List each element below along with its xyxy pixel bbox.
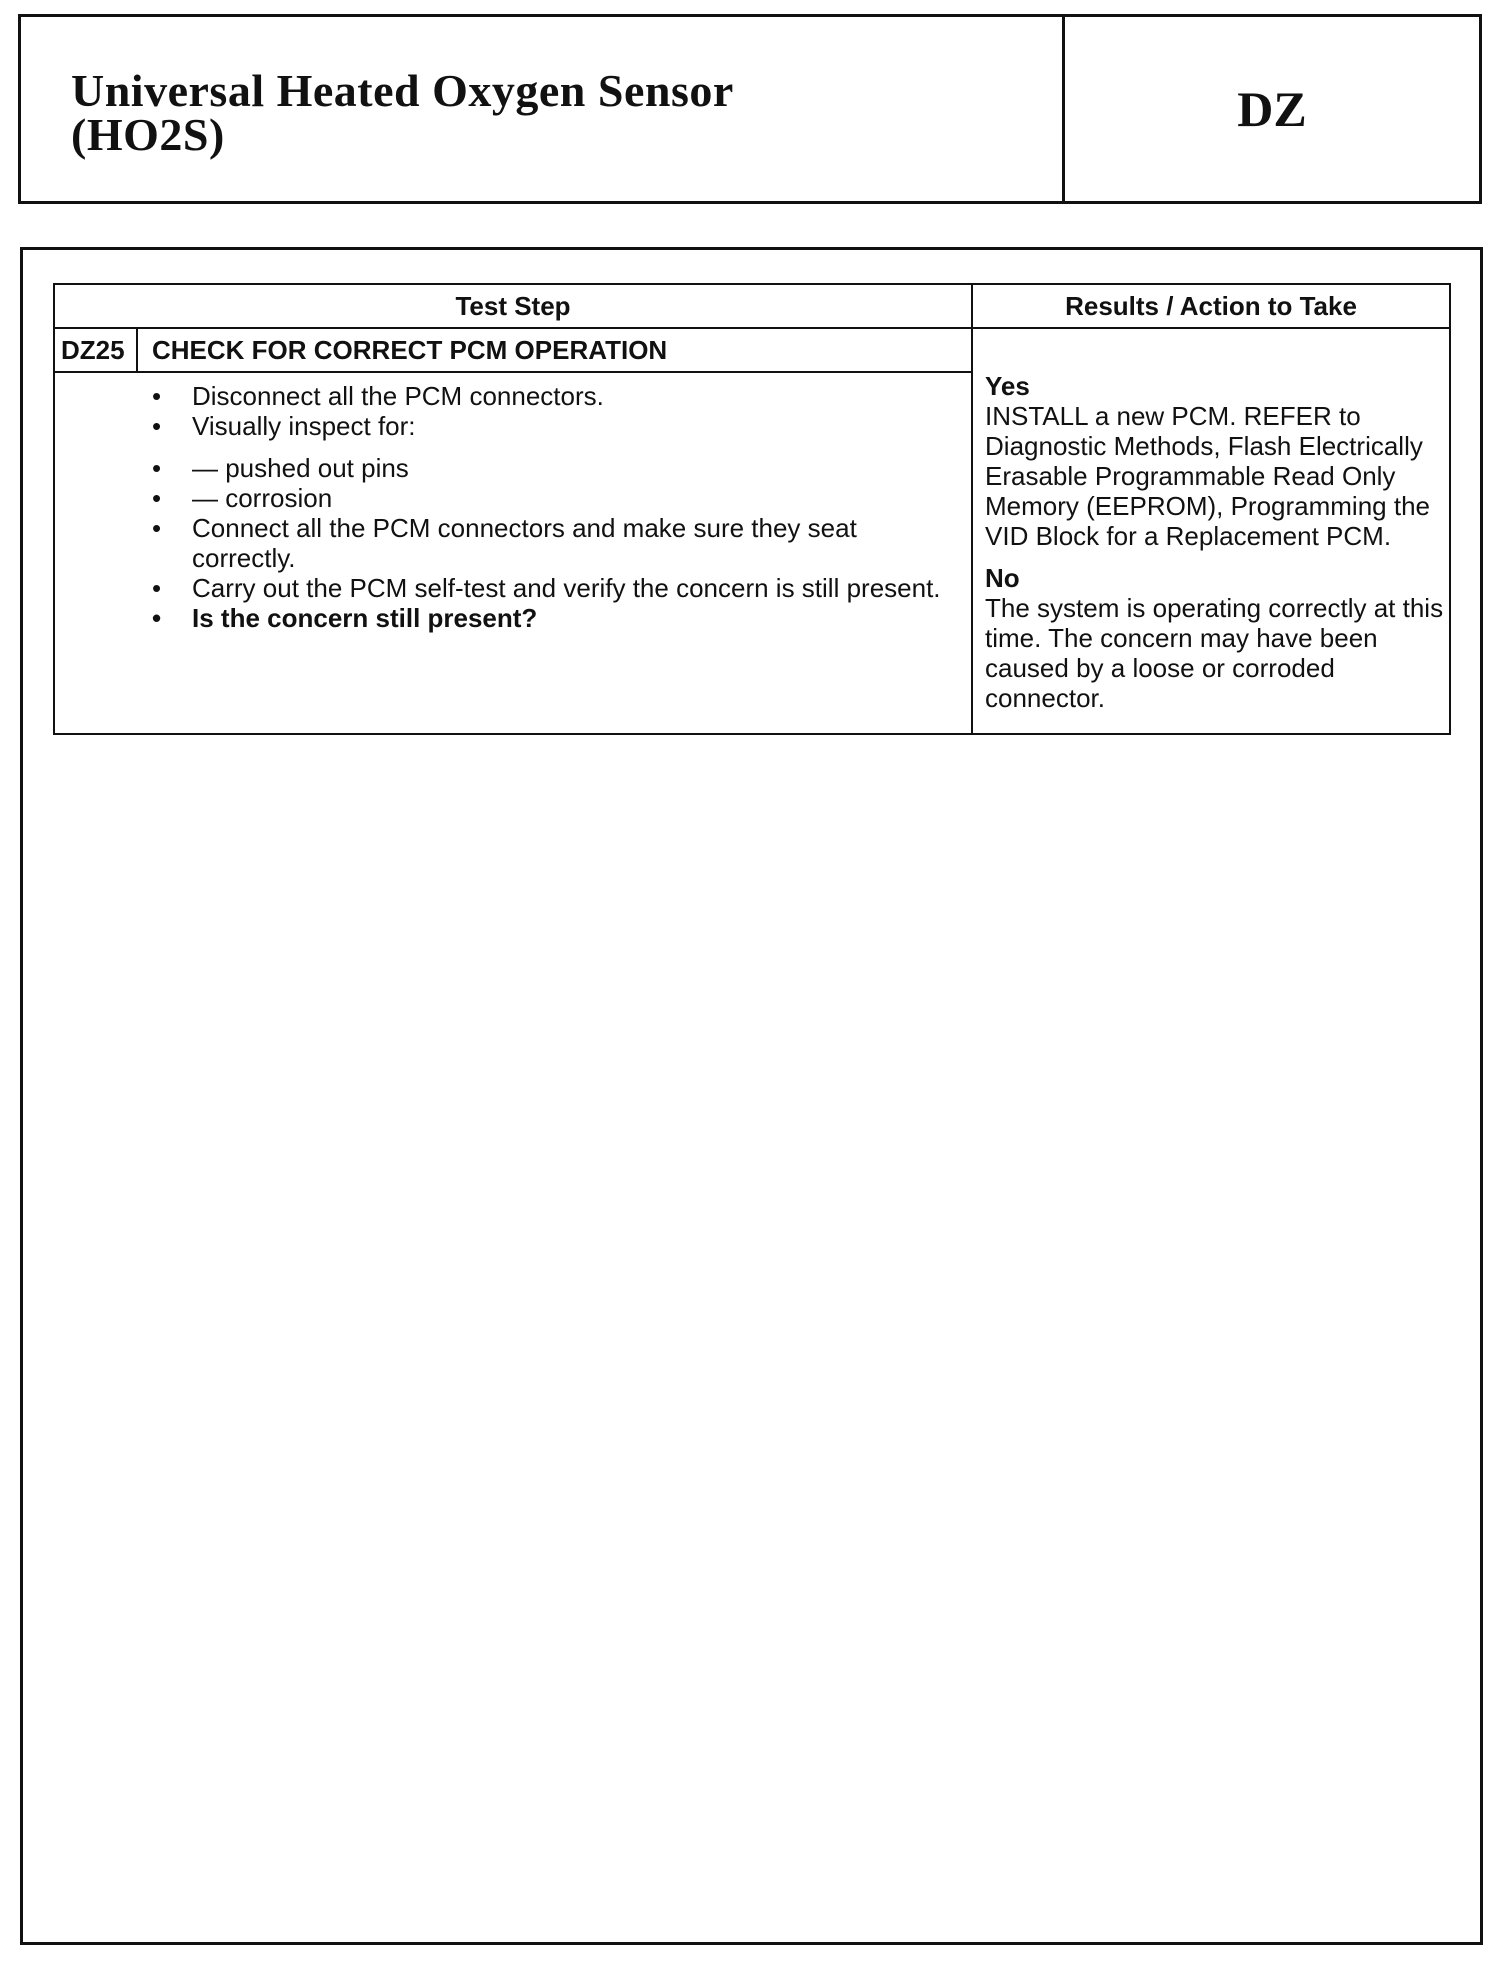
list-item-text: Visually inspect for: <box>192 410 416 441</box>
column-header-results: Results / Action to Take <box>972 284 1450 328</box>
instruction-list <box>137 381 951 633</box>
blank-id-cell <box>54 372 137 734</box>
list-item: • Carry out the PCM self-test and verify the concern is still present. <box>192 573 951 603</box>
list-item: • Connect all the PCM connectors and make sure they seat correctly. <box>192 513 951 573</box>
result-no-label: No <box>985 563 1020 593</box>
list-item <box>192 411 951 513</box>
title-line-2: (HO2S) <box>71 109 225 160</box>
step-title-row <box>54 328 1450 372</box>
result-yes-label: Yes <box>985 371 1030 401</box>
list-item: • Disconnect all the PCM connectors. <box>192 381 951 411</box>
result-no-text: The system is operating correctly at this time. The concern may have been caused by a loose or corroded connector. <box>985 593 1444 713</box>
step-id: DZ25 <box>54 328 137 372</box>
column-header-test-step: Test Step <box>54 284 972 328</box>
header-box <box>18 14 1482 204</box>
question-item: • Is the concern still present? <box>192 603 951 633</box>
page-title <box>71 65 734 160</box>
step-instructions <box>137 372 972 734</box>
sub-list-item: • — pushed out pins <box>192 453 951 483</box>
sub-list <box>192 453 951 513</box>
result-yes-text: INSTALL a new PCM. REFER to Diagnostic Methods, Flash Electrically Erasable Programmable Read Only Memory (EEPROM), Programming the VID Block for a Replacement PCM. <box>985 401 1430 551</box>
step-title: CHECK FOR CORRECT PCM OPERATION <box>137 328 972 372</box>
section-code: DZ <box>1237 81 1307 137</box>
test-step-table <box>53 283 1451 735</box>
title-line-1: Universal Heated Oxygen Sensor <box>71 65 734 116</box>
sub-list-item: • — corrosion <box>192 483 951 513</box>
results-cell <box>972 328 1450 734</box>
table-header-row <box>54 284 1450 328</box>
